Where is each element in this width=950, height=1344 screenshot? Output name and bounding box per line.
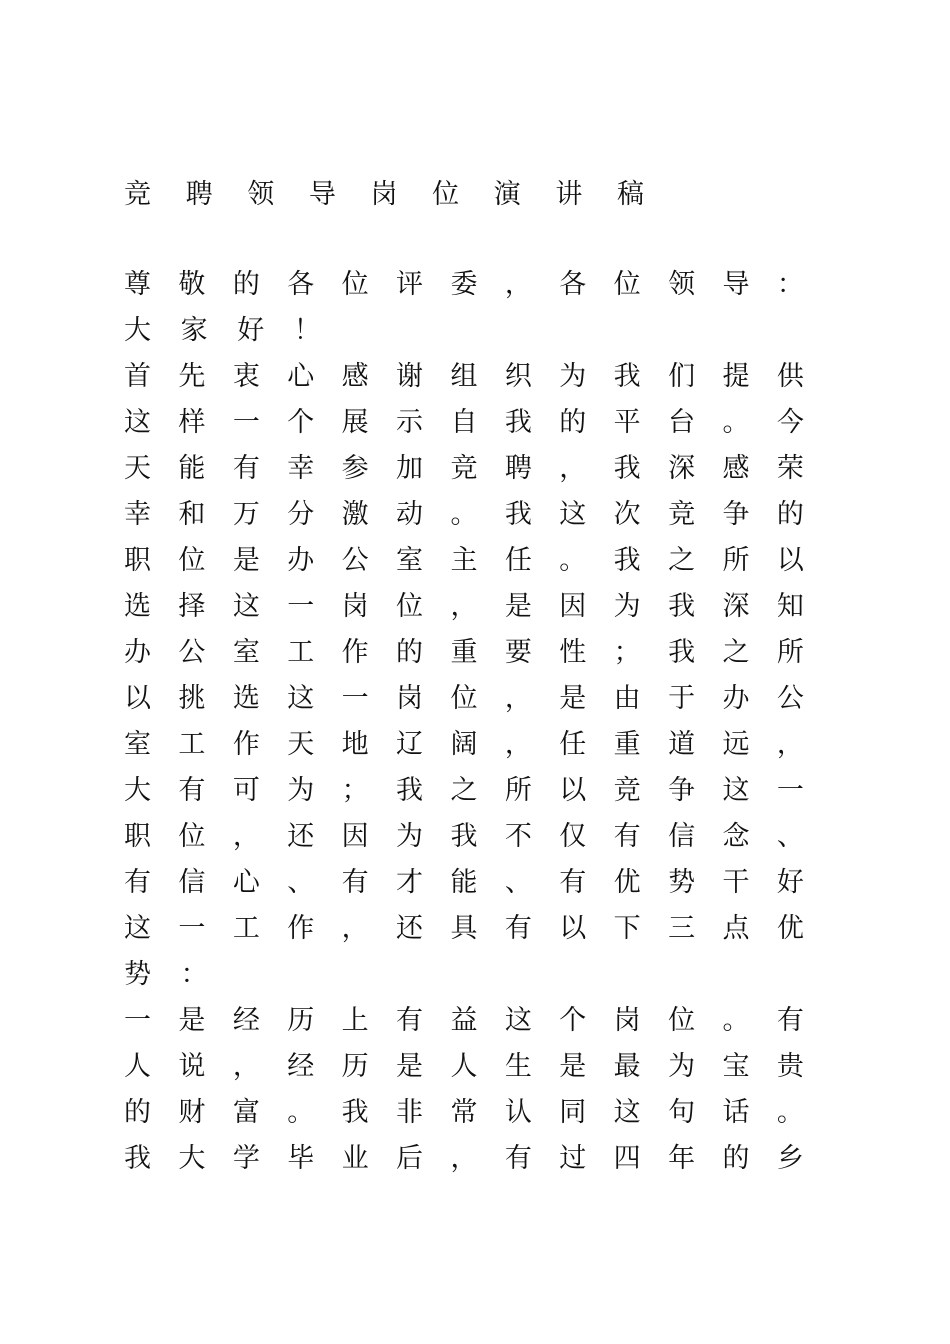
character: 岗 [396,683,424,714]
character: 我 [613,453,641,484]
character: 各 [287,269,315,300]
character: 和 [178,499,206,530]
character: 念 [722,821,750,852]
character: 以 [559,775,587,806]
character: 心 [232,867,260,898]
character: ， [504,683,532,714]
character: 好 [776,867,804,898]
character: 有 [504,1143,532,1174]
character: 自 [450,407,478,438]
character: 导 [722,269,750,300]
character: 历 [341,1051,369,1082]
character: 是 [178,1005,206,1036]
character: 。 [559,545,587,576]
character: 阔 [450,729,478,760]
character: 一 [776,775,804,806]
character: 我 [613,361,641,392]
character: 聘 [185,178,213,210]
character: 。 [450,499,478,530]
character: 人 [124,1051,151,1082]
character: ， [450,591,478,622]
character: 非 [396,1097,424,1128]
character: 业 [341,1143,369,1174]
character: 平 [613,407,641,438]
character: 作 [232,729,260,760]
character: 四 [613,1143,641,1174]
character: 室 [396,545,424,576]
text-line [124,722,804,768]
character: 这 [232,591,260,622]
character: 分 [287,499,315,530]
character: 天 [287,729,315,760]
character: 展 [341,407,369,438]
character: ， [776,729,804,760]
character: 领 [668,269,696,300]
character: ， [232,821,260,852]
character: 加 [396,453,424,484]
character: 学 [232,1143,260,1174]
character: 这 [287,683,315,714]
character: 聘 [504,453,532,484]
character: 办 [124,637,151,668]
character: 我 [668,591,696,622]
character: 天 [124,453,151,484]
character: 职 [124,821,151,852]
character: 室 [124,729,151,760]
character: 这 [722,775,750,806]
character: 工 [232,913,260,944]
character: 作 [341,637,369,668]
text-line [124,262,804,308]
character: 毕 [287,1143,315,1174]
character: 因 [559,591,587,622]
document-title [124,168,644,214]
character: 有 [341,867,369,898]
character: 我 [124,1143,151,1174]
character: 深 [668,453,696,484]
character: 办 [287,545,315,576]
character: 过 [559,1143,587,1174]
character: 荣 [776,453,804,484]
character: 激 [341,499,369,530]
character: 一 [178,913,206,944]
character: 我 [396,775,424,806]
character: 一 [232,407,260,438]
character: ； [613,637,641,668]
character: 。 [722,1005,750,1036]
character: 远 [722,729,750,760]
character: 各 [559,269,587,300]
character: 是 [396,1051,424,1082]
character: 任 [504,545,532,576]
character: 。 [722,407,750,438]
character: ， [450,1143,478,1174]
character: 感 [341,361,369,392]
character: 的 [722,1143,750,1174]
character: 位 [178,821,206,852]
character: 工 [178,729,206,760]
character: 可 [232,775,260,806]
character: 幸 [287,453,315,484]
character: 位 [178,545,206,576]
text-line [124,630,804,676]
character: 深 [722,591,750,622]
character: 有 [776,1005,804,1036]
text-line [124,952,804,998]
character: 于 [668,683,696,714]
character: 一 [287,591,315,622]
character: 万 [232,499,260,530]
character: 竞 [450,453,478,484]
character: 们 [668,361,696,392]
character: 个 [559,1005,587,1036]
character: 大 [124,775,151,806]
character: 的 [559,407,587,438]
text-line [124,1136,804,1182]
text-line [124,676,804,722]
character: 以 [776,545,804,576]
character: 大 [124,315,151,346]
character: 办 [722,683,750,714]
character: 岗 [370,178,398,210]
character: 我 [450,821,478,852]
character: 台 [668,407,696,438]
character: 地 [341,729,369,760]
character: 、 [287,867,315,898]
character: 织 [504,361,532,392]
character: 岗 [341,591,369,622]
character: 为 [613,591,641,622]
character: 是 [559,1051,587,1082]
character: 有 [178,775,206,806]
character: 为 [396,821,424,852]
character: 有 [124,867,151,898]
character: 稿 [617,178,644,210]
character: 性 [559,637,587,668]
character: 这 [559,499,587,530]
character: 先 [178,361,206,392]
character: 一 [124,1005,151,1036]
character: 位 [396,591,424,622]
character: 有 [559,867,587,898]
character: 委 [450,269,478,300]
character: 提 [722,361,750,392]
character: 之 [450,775,478,806]
character: 工 [287,637,315,668]
character: 公 [178,637,206,668]
character: 财 [178,1097,206,1128]
character: 导 [308,178,336,210]
character: 、 [504,867,532,898]
text-line [124,446,804,492]
character: 这 [613,1097,641,1128]
character: ： [776,269,804,300]
character: ； [341,775,369,806]
character: 重 [613,729,641,760]
character: 争 [668,775,696,806]
character: 是 [232,545,260,576]
character: 之 [668,545,696,576]
character: 位 [613,269,641,300]
character: 家 [180,315,208,346]
character: 个 [287,407,315,438]
character: 这 [124,407,151,438]
character: 位 [432,178,460,210]
text-line [124,584,804,630]
character: 人 [450,1051,478,1082]
character: 上 [341,1005,369,1036]
text-line [124,814,804,860]
character: 动 [396,499,424,530]
character: ， [504,729,532,760]
character: 供 [776,361,804,392]
character: 今 [776,407,804,438]
character: 我 [504,499,532,530]
text-line [124,400,804,446]
character: 所 [504,775,532,806]
character: 敬 [178,269,206,300]
character: 位 [668,1005,696,1036]
text-line [124,906,804,952]
character: 争 [722,499,750,530]
text-line [124,1090,804,1136]
character: ， [504,269,532,300]
character: 尊 [124,269,151,300]
character: 为 [287,775,315,806]
character: 优 [776,913,804,944]
text-line [124,1044,804,1090]
character: 我 [504,407,532,438]
character: 常 [450,1097,478,1128]
character: 经 [232,1005,260,1036]
character: 大 [178,1143,206,1174]
character: 岗 [613,1005,641,1036]
character: 领 [247,178,275,210]
character: 这 [504,1005,532,1036]
character: 因 [341,821,369,852]
character: 以 [559,913,587,944]
character: 年 [668,1143,696,1174]
document-body [124,262,804,1182]
character: 首 [124,361,151,392]
character: 是 [504,591,532,622]
character: 句 [668,1097,696,1128]
character: 位 [341,269,369,300]
character: 贵 [776,1051,804,1082]
character: 仅 [559,821,587,852]
character: 幸 [124,499,151,530]
character: 之 [722,637,750,668]
character: 乡 [776,1143,804,1174]
character: 任 [559,729,587,760]
character: 衷 [232,361,260,392]
character: 这 [124,913,151,944]
character: 样 [178,407,206,438]
character: 择 [178,591,206,622]
character: 的 [776,499,804,530]
character: 宝 [722,1051,750,1082]
character: 我 [668,637,696,668]
character: 优 [613,867,641,898]
text-line [124,354,804,400]
character: 经 [287,1051,315,1082]
character: 公 [341,545,369,576]
character: 选 [232,683,260,714]
character: 能 [178,453,206,484]
character: 好 [237,315,265,346]
character: 竞 [613,775,641,806]
character: 益 [450,1005,478,1036]
character: 还 [396,913,424,944]
character: 感 [722,453,750,484]
character: 点 [722,913,750,944]
character: 为 [668,1051,696,1082]
character: 。 [287,1097,315,1128]
character: 有 [396,1005,424,1036]
text-line [124,538,804,584]
character: 示 [396,407,424,438]
character: 为 [559,361,587,392]
character: 的 [232,269,260,300]
character: 干 [722,867,750,898]
character: 话 [722,1097,750,1128]
character: 势 [668,867,696,898]
character: 竞 [124,178,151,210]
character: 、 [776,821,804,852]
character: 具 [450,913,478,944]
character: 历 [287,1005,315,1036]
character: 我 [341,1097,369,1128]
character: 重 [450,637,478,668]
character: 作 [287,913,315,944]
character: 下 [613,913,641,944]
character: 才 [396,867,424,898]
character: ， [559,453,587,484]
character: 挑 [178,683,206,714]
character: 竞 [668,499,696,530]
character: 选 [124,591,151,622]
character: 说 [178,1051,206,1082]
character: 是 [559,683,587,714]
character: 还 [287,821,315,852]
character: 一 [341,683,369,714]
character: 知 [776,591,804,622]
character: 信 [178,867,206,898]
text-line [124,492,804,538]
character: 位 [450,683,478,714]
character: 信 [668,821,696,852]
character: 的 [124,1097,151,1128]
character: 三 [668,913,696,944]
character: ！ [293,315,321,346]
character: 势 [124,959,151,990]
character: 后 [396,1143,424,1174]
character: 有 [504,913,532,944]
text-line [124,308,804,354]
character: 最 [613,1051,641,1082]
character: 要 [504,637,532,668]
character: 不 [504,821,532,852]
character: 公 [776,683,804,714]
text-line [124,860,804,906]
character: 心 [287,361,315,392]
character: 次 [613,499,641,530]
character: 职 [124,545,151,576]
text-line [124,768,804,814]
character: 由 [613,683,641,714]
character: 所 [722,545,750,576]
character: ， [232,1051,260,1082]
character: ， [341,913,369,944]
character: 生 [504,1051,532,1082]
character: 以 [124,683,151,714]
character: 组 [450,361,478,392]
character: 的 [396,637,424,668]
character: 道 [668,729,696,760]
character: 所 [776,637,804,668]
character: 认 [504,1097,532,1128]
character: 。 [776,1097,804,1128]
character: 有 [232,453,260,484]
character: 我 [613,545,641,576]
character: 室 [232,637,260,668]
character: 评 [396,269,424,300]
character: 讲 [555,178,583,210]
text-line [124,998,804,1044]
character: 富 [232,1097,260,1128]
character: 有 [613,821,641,852]
character: 能 [450,867,478,898]
character: 主 [450,545,478,576]
character: 参 [341,453,369,484]
character: ： [180,959,208,990]
character: 谢 [396,361,424,392]
character: 辽 [396,729,424,760]
character: 同 [559,1097,587,1128]
character: 演 [493,178,521,210]
